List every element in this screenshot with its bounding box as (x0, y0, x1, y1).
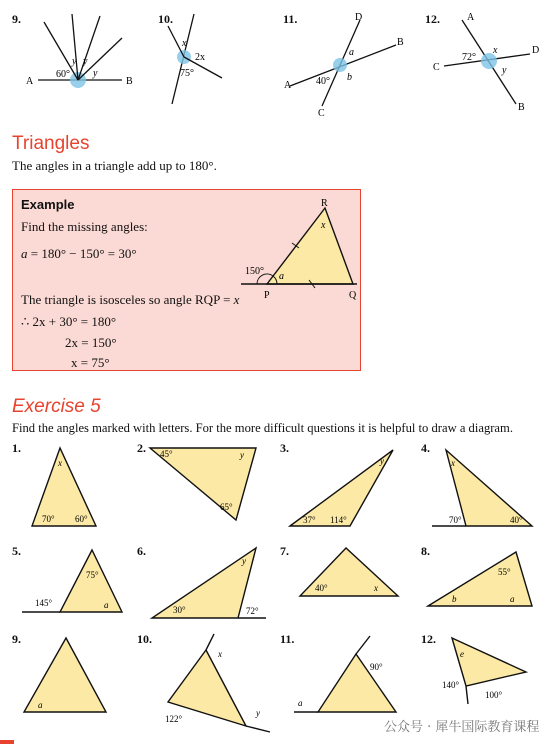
ex7-label-40: 40° (315, 583, 328, 593)
exercise-7-triangle (300, 548, 398, 596)
ex1-label-70: 70° (42, 514, 55, 524)
example-step1: ∴ 2x + 30° = 180° (21, 314, 117, 329)
ex1-label-60: 60° (75, 514, 88, 524)
label-a: a (279, 271, 284, 282)
label-C: C (318, 108, 325, 119)
vertically-opposite-diagram-11 (284, 12, 404, 119)
ex12-label-e: e (460, 649, 464, 659)
exercise-10-number: 10. (137, 632, 152, 646)
example-prompt: Find the missing angles: (21, 219, 148, 234)
exercise-8-triangle (428, 552, 532, 606)
vertically-opposite-diagram-12 (433, 12, 539, 113)
exercise-11-triangle (294, 636, 396, 712)
label-A: A (284, 80, 292, 91)
angles-on-line-diagram-10 (168, 14, 222, 104)
exercise-6-number: 6. (137, 544, 146, 558)
label-Q: Q (349, 290, 357, 301)
label-a: a (349, 47, 354, 58)
ex10-label-122: 122° (165, 714, 183, 724)
label-y: y (502, 65, 507, 76)
triangles-intro: The angles in a triangle add up to 180°. (12, 158, 217, 173)
label-40: 40° (316, 76, 330, 87)
exercise-1-number: 1. (12, 441, 21, 455)
label-R: R (321, 198, 328, 209)
label-y1: y (72, 56, 77, 67)
exercise-10-triangle (165, 634, 270, 732)
ex5-label-a: a (104, 600, 109, 610)
ex10-label-x: x (218, 649, 222, 659)
ex9-label-a: a (38, 700, 43, 710)
ex6-label-30: 30° (173, 605, 186, 615)
label-x: x (321, 220, 326, 231)
ex7-label-x: x (374, 583, 378, 593)
ex5-label-145: 145° (35, 598, 53, 608)
ex1-label-x: x (58, 458, 62, 468)
label-C: C (433, 62, 440, 73)
label-P: P (264, 290, 270, 301)
exercise-11-number: 11. (280, 632, 295, 646)
example-step3: x = 75° (71, 355, 110, 370)
exercise-4-number: 4. (421, 441, 430, 455)
ex8-label-55: 55° (498, 567, 511, 577)
exercise-2-triangle (150, 448, 256, 520)
exercise-5-triangle (22, 550, 122, 612)
ex4-label-70: 70° (449, 515, 462, 525)
label-x: x (493, 45, 498, 56)
label-y2: y (83, 56, 88, 67)
label-150: 150° (245, 266, 264, 277)
ex4-label-x: x (451, 458, 455, 468)
ex2-label-65: 65° (220, 502, 233, 512)
eq1-rhs: = 180° − 150° = 30° (27, 246, 137, 261)
ex3-label-114: 114° (330, 515, 347, 525)
top-problem-12-number: 12. (425, 12, 440, 26)
exercise-8-number: 8. (421, 544, 430, 558)
exercise-9-number: 9. (12, 632, 21, 646)
section-title-triangles: Triangles (12, 133, 90, 154)
exercise-12-triangle (442, 638, 526, 704)
ex10-label-y: y (256, 708, 260, 718)
label-b: b (347, 72, 352, 83)
ex3-label-y: y (380, 456, 384, 466)
exercise-6-triangle (152, 548, 266, 618)
eq1-variable: a (21, 246, 28, 261)
exercise-7-number: 7. (280, 544, 289, 558)
top-problem-9-number: 9. (12, 12, 21, 26)
exercise-1-triangle (32, 448, 96, 526)
reason-text: The triangle is isosceles so angle RQP = (21, 292, 234, 307)
top-problem-11-number: 11. (283, 12, 298, 26)
ex11-label-a: a (298, 698, 303, 708)
label-75: 75° (180, 68, 194, 79)
exercise-5-number: 5. (12, 544, 21, 558)
ex4-label-40: 40° (510, 515, 523, 525)
exercise-9-triangle (24, 638, 106, 712)
angles-on-line-diagram-9 (26, 14, 133, 88)
exercise-4-triangle (432, 450, 532, 526)
label-60: 60° (56, 69, 70, 80)
example-title: Example (21, 197, 75, 212)
ex2-label-y: y (240, 450, 244, 460)
example-box (12, 189, 361, 371)
ex8-label-a: a (510, 594, 515, 604)
ex2-label-45: 45° (160, 449, 173, 459)
label-B: B (518, 102, 525, 113)
ex11-label-90: 90° (370, 662, 383, 672)
page-edge-marker (0, 740, 14, 744)
exercise-diagrams (0, 436, 556, 736)
label-A: A (26, 76, 34, 87)
top-problems-diagrams (0, 0, 556, 130)
ex12-label-140: 140° (442, 680, 460, 690)
label-2x: 2x (195, 52, 205, 63)
label-D: D (532, 45, 540, 56)
label-B: B (126, 76, 133, 87)
label-B: B (397, 37, 404, 48)
example-step2: 2x = 150° (65, 335, 117, 350)
top-problem-10-number: 10. (158, 12, 173, 26)
label-A: A (467, 12, 475, 23)
ex5-label-75: 75° (86, 570, 99, 580)
ex3-label-37: 37° (303, 515, 316, 525)
exercise-instructions: Find the angles marked with letters. For the more difficult questions it is helpful to draw a diagram. (12, 421, 513, 435)
label-72: 72° (462, 52, 476, 63)
exercise-12-number: 12. (421, 632, 436, 646)
ex12-label-100: 100° (485, 690, 503, 700)
exercise-3-triangle (290, 450, 393, 526)
label-x: x (182, 38, 187, 49)
exercise-3-number: 3. (280, 441, 289, 455)
exercise-2-number: 2. (137, 441, 146, 455)
ex6-label-72: 72° (246, 606, 259, 616)
ex8-label-b: b (452, 594, 457, 604)
ex6-label-y: y (242, 556, 246, 566)
example-triangle-diagram (13, 190, 362, 372)
section-title-exercise: Exercise 5 (12, 396, 101, 417)
reason-variable: x (233, 292, 240, 307)
label-D: D (355, 12, 363, 23)
watermark-text: 公众号 · 犀牛国际教育课程 (384, 720, 540, 735)
label-y3: y (93, 68, 98, 79)
